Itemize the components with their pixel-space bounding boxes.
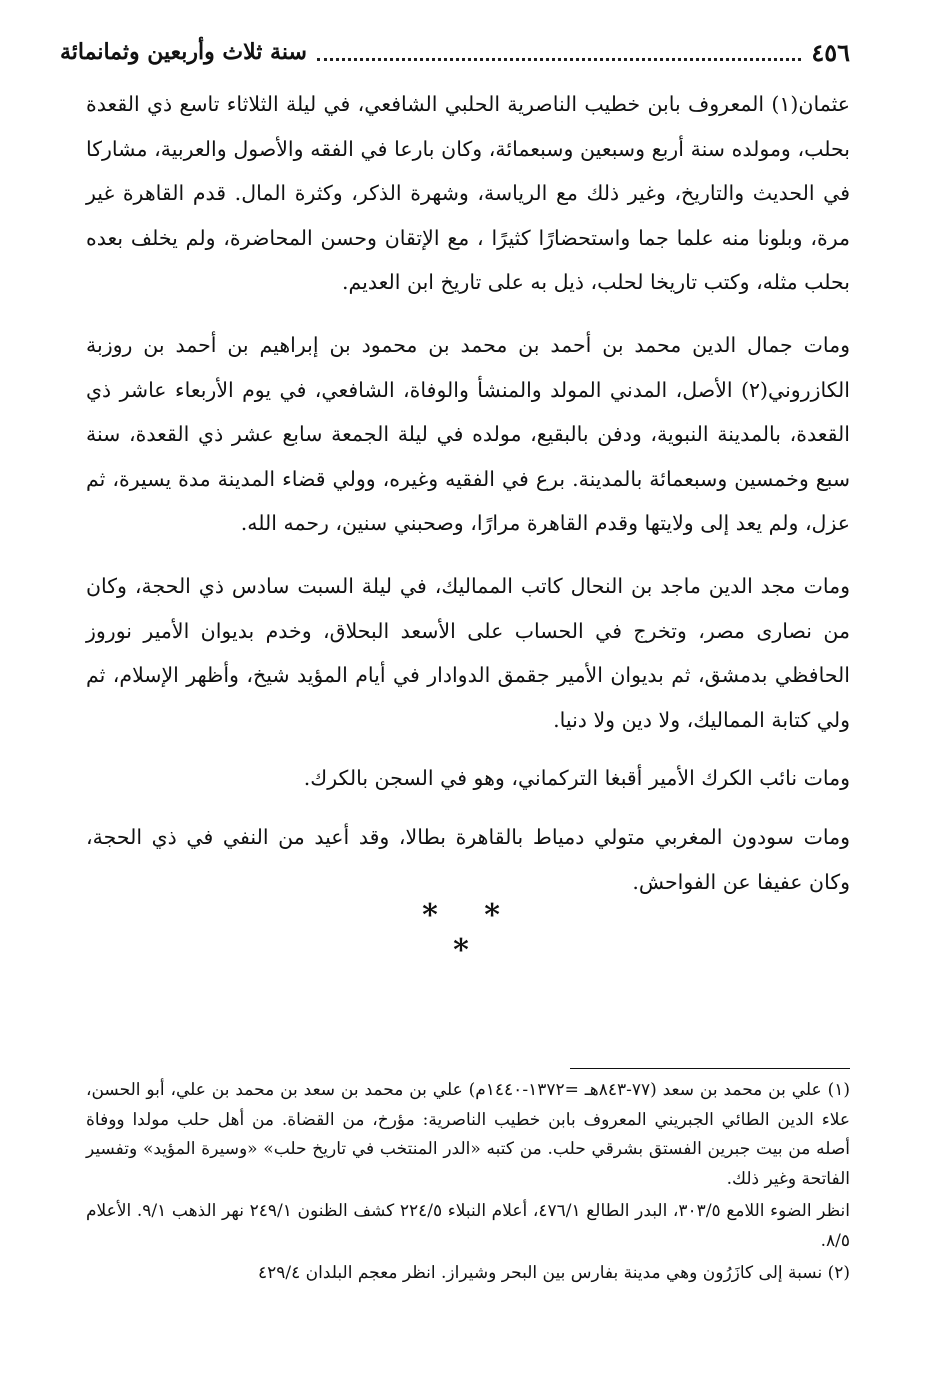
running-title: سنة ثلاث وأربعين وثمانمائة [60,39,307,65]
paragraph-majd-al-din: ومات مجد الدين ماجد بن النحال كاتب المماليك، في ليلة السبت سادس ذي الحجة، وكان من نصارى مصر، وتخرج في الحساب على الأسعد البحلاق، وخدم بديوان الأمير نوروز الحافظي بدمشق، ثم بديوان الأمير جقمق الدوادار في أيام المؤيد شيخ، وأظهر الإسلام، ثم ولي كتابة المماليك، ولا دين ولا دنيا. [86,573,850,732]
footnote-rule [570,1068,850,1069]
paragraph-uthman: عثمان(١) المعروف بابن خطيب الناصرية الحلبي الشافعي، في ليلة الثلاثاء تاسع ذي القعدة بحلب، ومولده سنة أربع وسبعين وسبعمائة، وكان بارعا في الفقه والأصول والعربية، مشاركا في الحديث والتاريخ، وغير ذلك مع الرياسة، وشهرة الذكر، وكثرة المال. قدم القاهرة غير مرة، وبلونا منه علما جما واستحضارًا كثيرًا ، مع الإتقان وحسن المحاضرة، ولم يخلف بعده بحلب مثله، وكتب تاريخا لحلب، ذيل به على تاريخ ابن العديم. [86,92,850,295]
dotted-leader [317,44,801,61]
page-header [60,32,850,72]
paragraph-sudun: ومات سودون المغربي متولي دمياط بالقاهرة بطالا، وقد أعيد من النفي في ذي الحجة، وكان عفيفا عن الفواحش. [86,824,850,894]
page-number: ٤٥٦ [811,37,850,67]
paragraph-aqbugha: ومات نائب الكرك الأمير أقبغا التركماني، وهو في السجن بالكرك. [303,766,850,791]
footnote-2: (٢) نسبة إلى كازَرُون وهي مدينة بفارس بين البحر وشيراز. انظر معجم البلدان ٤٢٩/٤ [257,1263,850,1283]
paragraph-jamal-al-din: ومات جمال الدين محمد بن أحمد بن محمد بن محمود بن إبراهيم بن أحمد بن روزبة الكازروني(٢) الأصل، المدني المولد والمنشأ والوفاة، الشافعي، في يوم الأربعاء عاشر ذي القعدة، بالمدينة النبوية، ودفن بالبقيع، مولده في ليلة الجمعة سابع عشر ذي القعدة، سنة سبع وخمسين وسبعمائة بالمدينة. برع في الفقيه وغيره، وولي قضاء المدينة مدة يسيرة، ثم عزل، ولم يعد إلى ولايتها وقدم القاهرة مرارًا، وصحبني سنين، رحمه الله. [86,332,850,536]
section-separator: * * * [422,898,518,968]
footnotes [86,1076,850,1292]
footnote-1-sources: انظر الضوء اللامع ٣٠٣/٥، البدر الطالع ٤٧٦/١، أعلام النبلاء ٢٢٤/٥ كشف الظنون ٢٤٩/١ نهر الذهب ٩/١. الأعلام ٨/٥. [86,1201,850,1251]
main-text [86,82,850,922]
footnote-1: (١) علي بن محمد بن سعد (٧٧-٨٤٣هـ =١٣٧٢-١٤٤٠م) علي بن محمد بن سعد بن محمد بن علي، أبو الحسن، علاء الدين الطائي الجبريني المعروف بابن خطيب الناصرية: مؤرخ، من القضاة. من أهل حلب مولدا ووفاة أصله من بيت جبرين الفستق بشرقي حلب. من كتبه «الدر المنتخب في تاريخ حلب» «وسيرة المؤيد» وتفسير الفاتحة وغير ذلك. [86,1080,850,1189]
